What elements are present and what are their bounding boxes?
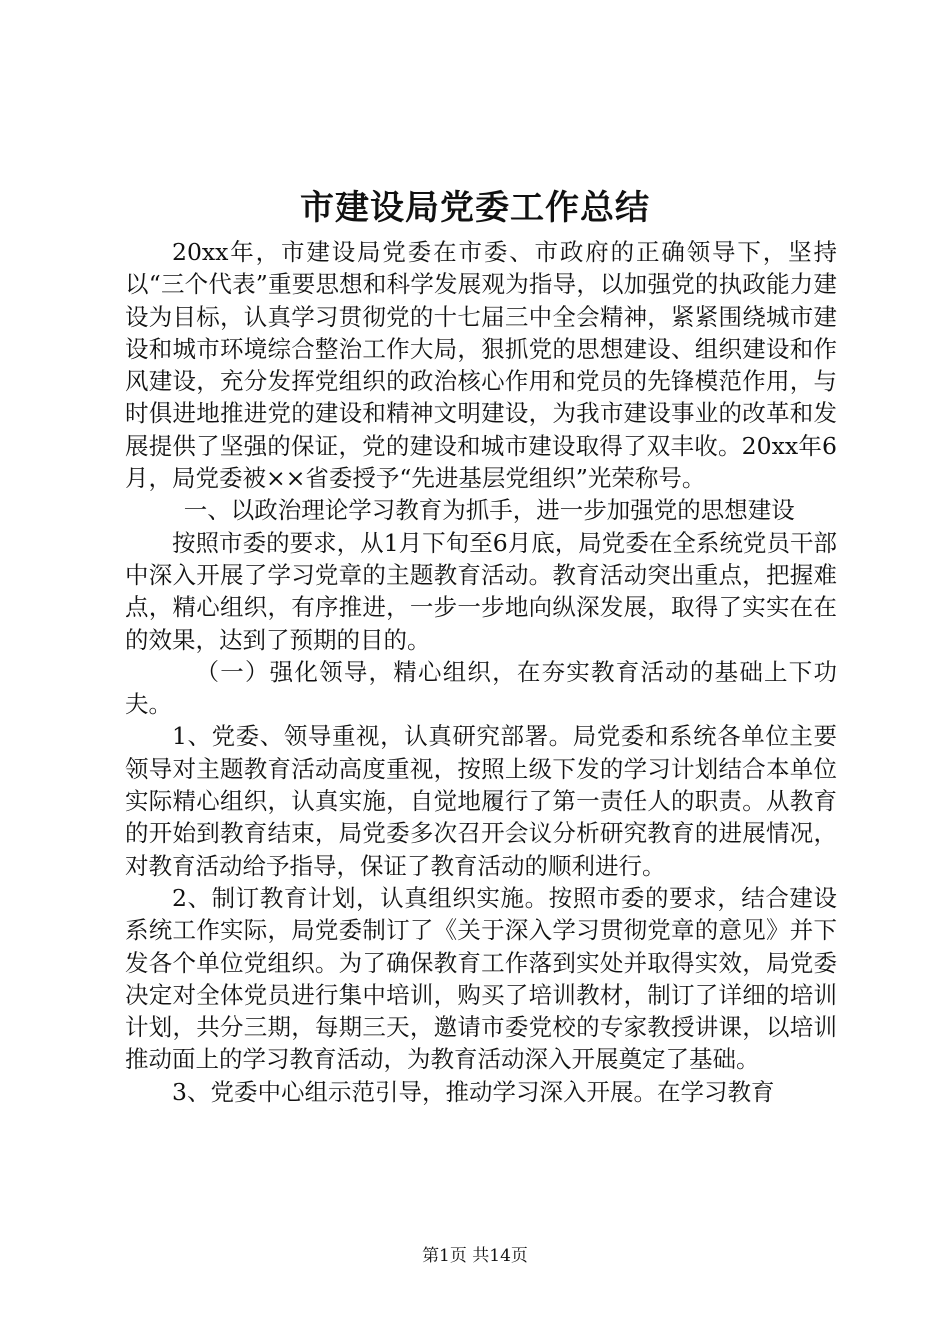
document-body bbox=[125, 236, 837, 1108]
paragraph-intro: 20xx年，市建设局党委在市委、市政府的正确领导下，坚持以“三个代表”重要思想和科学发展观为指导，以加强党的执政能力建设为目标，认真学习贯彻党的十七届三中全会精神，紧紧围绕城市建设和城市环境综合整治工作大局，狠抓党的思想建设、组织建设和作风建设，充分发挥党组织的政治核心作用和党员的先锋模范作用，与时俱进地推进党的建设和精神文明建设，为我市建设事业的改革和发展提供了坚强的保证，党的建设和城市建设取得了双丰收。20xx年6月，局党委被××省委授予“先进基层党组织”光荣称号。 bbox=[125, 238, 837, 493]
document-title: 市建设局党委工作总结 bbox=[300, 188, 650, 228]
list-item-1: 1、党委、领导重视，认真研究部署。局党委和系统各单位主要领导对主题教育活动高度重视，按照上级下发的学习计划结合本单位实际精心组织，认真实施，自觉地履行了第一责任人的职责。从教育的开始到教育结束，局党委多次召开会议分析研究教育的进展情况，对教育活动给予指导，保证了教育活动的顺利进行。 bbox=[125, 722, 837, 880]
subsection-heading-1: （一）强化领导，精心组织，在夯实教育活动的基础上下功夫。 bbox=[125, 657, 837, 719]
list-item-3: 3、党委中心组示范引导，推动学习深入开展。在学习教育 bbox=[172, 1077, 775, 1106]
paragraph-section-1: 按照市委的要求，从1月下旬至6月底，局党委在全系统党员干部中深入开展了学习党章的主题教育活动。教育活动突出重点，把握难点，精心组织，有序推进，一步一步地向纵深发展，取得了实实在在的效果，达到了预期的目的。 bbox=[125, 528, 837, 654]
list-item-2: 2、制订教育计划，认真组织实施。按照市委的要求，结合建设系统工作实际，局党委制订了《关于深入学习贯彻党章的意见》并下发各个单位党组织。为了确保教育工作落到实处并取得实效，局党委决定对全体党员进行集中培训，购买了培训教材，制订了详细的培训计划，共分三期，每期三天，邀请市委党校的专家教授讲课，以培训推动面上的学习教育活动，为教育活动深入开展奠定了基础。 bbox=[125, 883, 837, 1074]
page-footer: 第1页 共14页 bbox=[422, 1246, 528, 1266]
section-heading-1: 一、以政治理论学习教育为抓手，进一步加强党的思想建设 bbox=[183, 496, 795, 525]
